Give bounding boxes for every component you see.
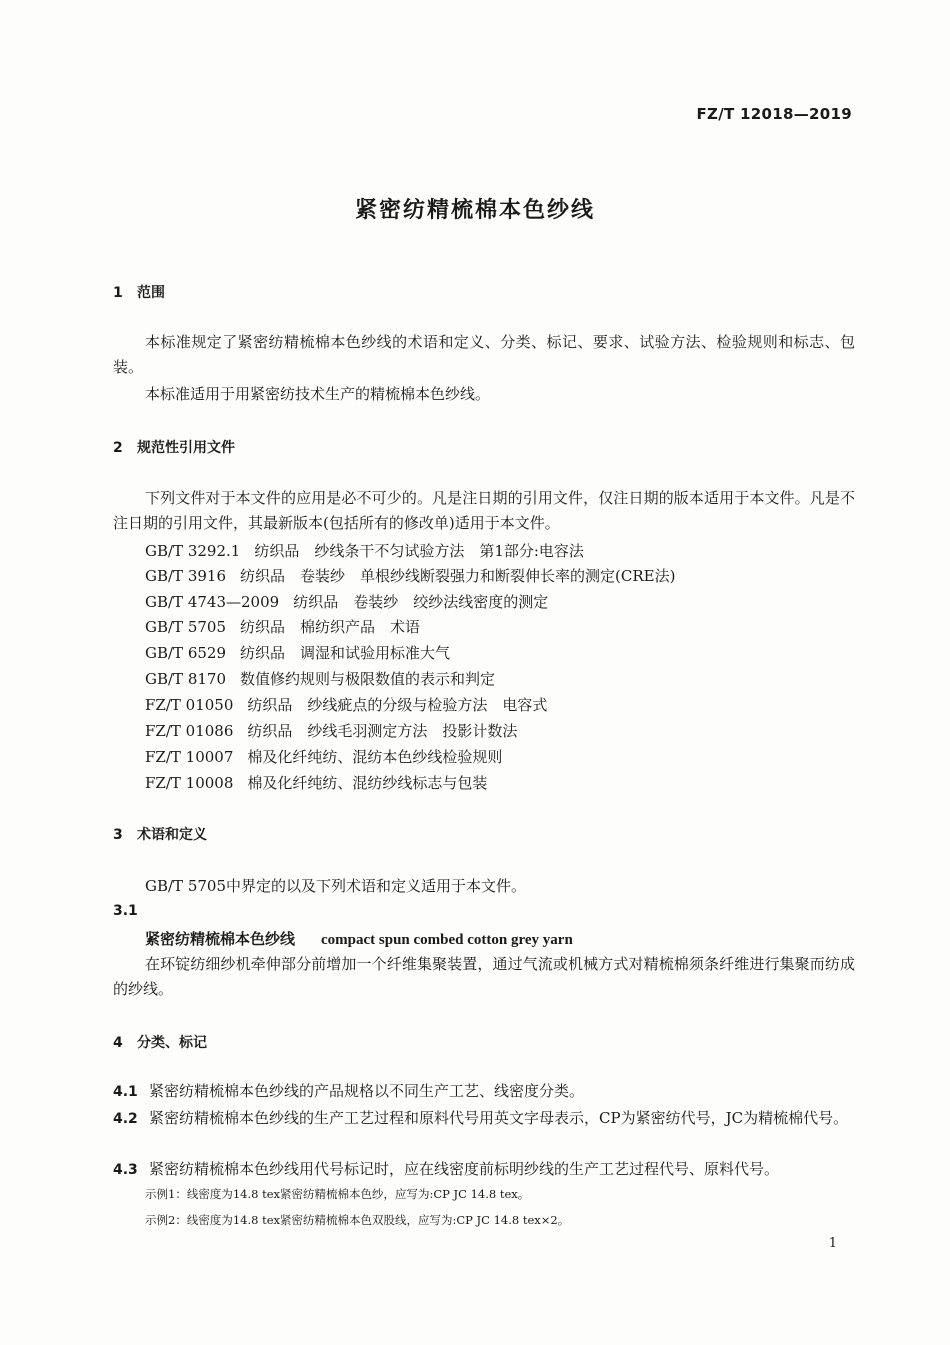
section-2-number: 2 (113, 440, 123, 456)
section-2-heading (113, 437, 235, 457)
reference-title: 纺织品 纱线条干不匀试验方法 第1部分:电容法 (254, 542, 584, 560)
reference-code: GB/T 6529 (145, 644, 227, 662)
reference-title: 棉及化纤纯纺、混纺纱线标志与包装 (247, 774, 488, 792)
reference-code: GB/T 5705 (145, 618, 227, 636)
example-2: 示例2：线密度为14.8 tex紧密纺精梳棉本色双股线，应写为:CP JC 14.8 tex×2。 (145, 1213, 570, 1227)
reference-title: 数值修约规则与极限数值的表示和判定 (240, 670, 496, 688)
reference-title: 纺织品 纱线疵点的分级与检验方法 电容式 (247, 696, 548, 714)
section-4-title: 分类、标记 (137, 1035, 207, 1051)
reference-item (145, 772, 487, 793)
reference-code: GB/T 4743—2009 (145, 593, 280, 611)
reference-title: 纺织品 棉纺织产品 术语 (240, 618, 421, 636)
section-3-heading (113, 824, 207, 844)
clause-3-1-number: 3.1 (113, 903, 138, 919)
term-definition: 在环锭纺细纱机牵伸部分前增加一个纤维集聚装置，通过气流或机械方式对精梳棉须条纤维进行集聚而纺成的纱线。 (113, 955, 855, 998)
clause-number: 4.3 (113, 1162, 138, 1178)
reference-code: FZ/T 01086 (145, 722, 234, 740)
reference-code: FZ/T 10008 (145, 774, 234, 792)
clause-text: 紧密纺精梳棉本色纱线的产品规格以不同生产工艺、线密度分类。 (149, 1082, 585, 1100)
clause-number: 4.1 (113, 1084, 138, 1100)
reference-title: 纺织品 纱线毛羽测定方法 投影计数法 (247, 722, 518, 740)
section-4-heading (113, 1032, 207, 1052)
reference-item (145, 642, 450, 663)
section-3-intro: GB/T 5705中界定的以及下列术语和定义适用于本文件。 (145, 877, 527, 895)
section-1-title: 范围 (137, 285, 165, 301)
reference-item (145, 746, 502, 767)
reference-item (145, 694, 547, 715)
section-2-intro: 下列文件对于本文件的应用是必不可少的。凡是注日期的引用文件，仅注日期的版本适用于本文件。凡是不注日期的引用文件，其最新版本(包括所有的修改单)适用于本文件。 (113, 489, 855, 532)
term-entry (145, 928, 573, 949)
term-chinese: 紧密纺精梳棉本色纱线 (145, 930, 296, 948)
standard-number: FZ/T 12018—2019 (696, 105, 852, 123)
section-3-title: 术语和定义 (137, 827, 207, 843)
clause-number: 4.2 (113, 1111, 138, 1127)
reference-code: FZ/T 01050 (145, 696, 234, 714)
section-2-title: 规范性引用文件 (137, 440, 235, 456)
reference-item (145, 668, 495, 689)
reference-title: 棉及化纤纯纺、混纺本色纱线检验规则 (247, 748, 503, 766)
reference-item (145, 565, 675, 586)
section-4-number: 4 (113, 1035, 123, 1051)
document-title: 紧密纺精梳棉本色纱线 (354, 198, 595, 223)
clause-4-2 (113, 1106, 855, 1132)
term-english: compact spun combed cotton grey yarn (321, 932, 573, 948)
reference-code: GB/T 8170 (145, 670, 227, 688)
clause-text: 紧密纺精梳棉本色纱线用代号标记时，应在线密度前标明纱线的生产工艺过程代号、原料代号。 (149, 1160, 780, 1178)
reference-title: 纺织品 卷装纱 绞纱法线密度的测定 (293, 593, 549, 611)
clause-4-3 (113, 1157, 855, 1183)
example-1: 示例1：线密度为14.8 tex紧密纺精梳棉本色纱，应写为:CP JC 14.8 tex。 (145, 1187, 530, 1201)
section-1-para-1: 本标准规定了紧密纺精梳棉本色纱线的术语和定义、分类、标记、要求、试验方法、检验规则和标志、包装。 (113, 333, 855, 376)
reference-code: GB/T 3292.1 (145, 542, 241, 560)
reference-code: GB/T 3916 (145, 567, 227, 585)
section-3-number: 3 (113, 827, 123, 843)
reference-item (145, 616, 420, 637)
reference-item (145, 540, 584, 561)
reference-item (145, 720, 517, 741)
reference-title: 纺织品 调湿和试验用标准大气 (240, 644, 451, 662)
section-1-para-2: 本标准适用于用紧密纺技术生产的精梳棉本色纱线。 (145, 385, 491, 403)
reference-item (145, 591, 548, 612)
clause-4-1 (113, 1079, 855, 1105)
page-number: 1 (828, 1236, 837, 1251)
reference-code: FZ/T 10007 (145, 748, 234, 766)
section-1-number: 1 (113, 285, 123, 301)
clause-text: 紧密纺精梳棉本色纱线的生产工艺过程和原料代号用英文字母表示，CP为紧密纺代号，JC为精梳棉代号。 (149, 1109, 849, 1127)
reference-title: 纺织品 卷装纱 单根纱线断裂强力和断裂伸长率的测定(CRE法) (240, 567, 676, 585)
section-1-heading (113, 282, 165, 302)
